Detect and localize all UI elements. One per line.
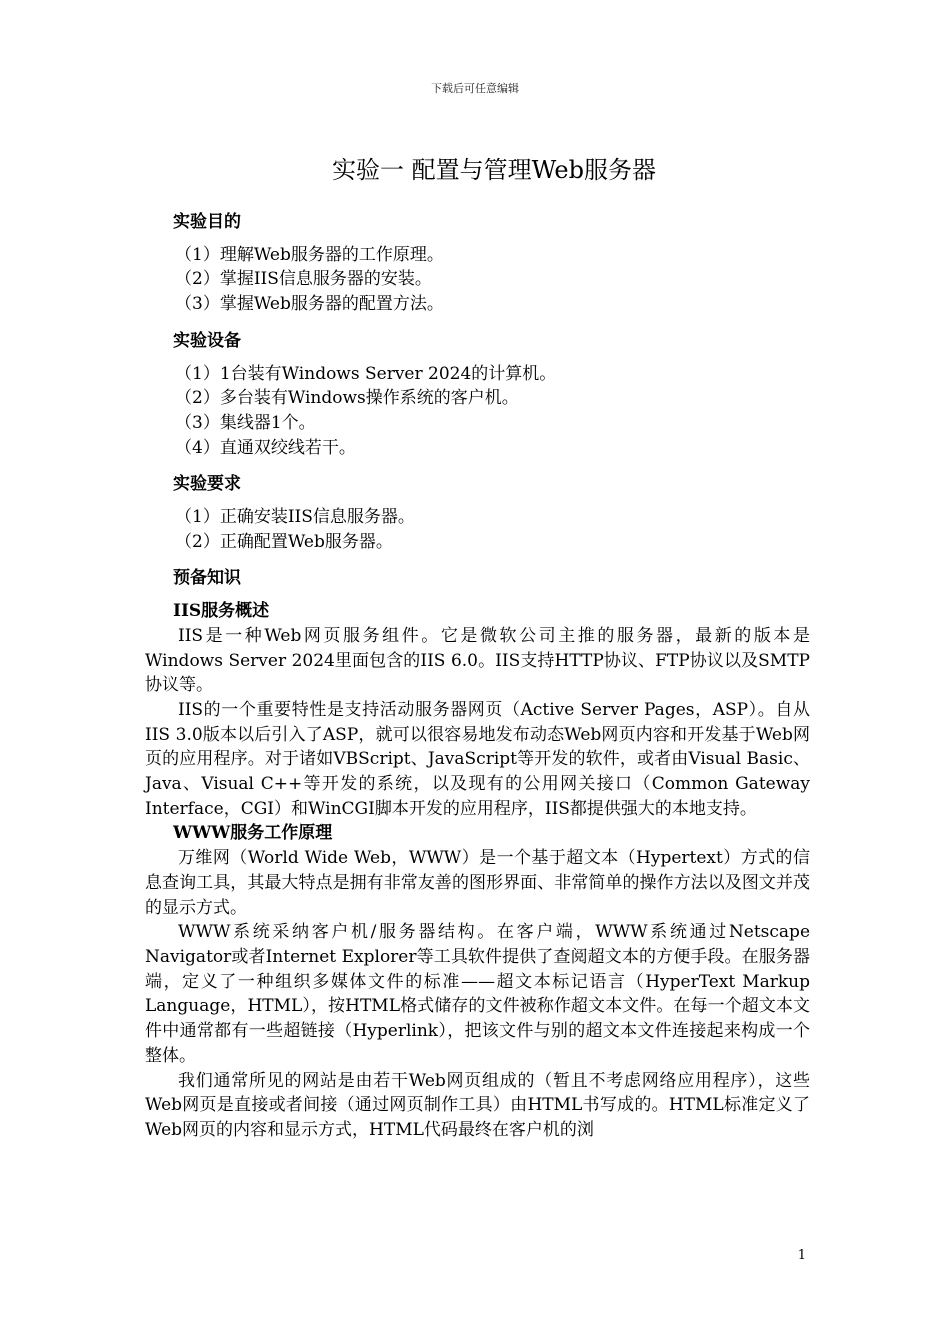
list-item: （4）直通双绞线若干。 (175, 437, 356, 458)
paragraph: 我们通常所见的网站是由若干Web网页组成的（暂且不考虑网络应用程序），这些Web网页是直接或者间接（通过网页制作工具）由HTML书写成的。HTML标准定义了Web网页的内容和显示方式，HTML代码最终在客户机的浏 (145, 1070, 810, 1140)
document-body (145, 210, 810, 1143)
section-heading-requirements: 实验要求 (173, 474, 241, 495)
list-item: （3）集线器1个。 (175, 412, 316, 433)
section-heading-purpose: 实验目的 (173, 212, 241, 232)
section-heading-knowledge: 预备知识 (173, 568, 241, 589)
section-heading-equipment: 实验设备 (173, 330, 241, 351)
list-item: （1）1台装有Windows Server 2024的计算机。 (175, 363, 557, 384)
list-item: （1）理解Web服务器的工作原理。 (175, 244, 444, 265)
purpose-list (145, 243, 810, 317)
equipment-list (145, 362, 810, 461)
requirements-list (145, 505, 810, 554)
paragraph: IIS的一个重要特性是支持活动服务器网页（Active Server Pages，ASP）。自从IIS 3.0版本以后引入了ASP，就可以很容易地发布动态Web网页内容和开发基于Web网页的应用程序。对于诸如VBScript、JavaScript等开发的软件，或者由Visual Basic、Java、Visual C++等开发的系统，以及现有的公用网关接口（Common Gateway Interface，CGI）和WinCGI脚本开发的应用程序，IIS都提供强大的本地支持。 (145, 699, 810, 819)
page-number: 1 (797, 1248, 806, 1263)
spacer (145, 591, 810, 599)
subsection-heading-iis: IIS服务概述 (173, 601, 270, 622)
list-item: （2）正确配置Web服务器。 (175, 531, 393, 552)
paragraph: IIS是一种Web网页服务组件。它是微软公司主推的服务器，最新的版本是Windows Server 2024里面包含的IIS 6.0。IIS支持HTTP协议、FTP协议以及SMTP协议等。 (145, 625, 810, 696)
list-item: （1）正确安装IIS信息服务器。 (175, 507, 415, 528)
paragraph: WWW系统采纳客户机/服务器结构。在客户端，WWW系统通过Netscape Navigator或者Internet Explorer等工具软件提供了查阅超文本的方便手段。在服务器端，定义了一种组织多媒体文件的标准——超文本标记语言（HyperText Markup Language，HTML），按HTML格式储存的文件被称作超文本文件。在每一个超文本文件中通常都有一些超链接（Hyperlink），把该文件与别的超文本文件连接起来构成一个整体。 (145, 922, 810, 1066)
paragraph: 万维网（World Wide Web，WWW）是一个基于超文本（Hypertext）方式的信息查询工具，其最大特点是拥有非常友善的图形界面、非常简单的操作方法以及图文并茂的显示方式。 (145, 848, 810, 918)
header-note: 下载后可任意编辑 (431, 82, 519, 95)
subsection-heading-www: WWW服务工作原理 (173, 823, 333, 844)
list-item: （3）掌握Web服务器的配置方法。 (175, 294, 444, 315)
document-title: 实验一 配置与管理Web服务器 (332, 156, 656, 184)
list-item: （2）掌握IIS信息服务器的安装。 (175, 269, 432, 290)
list-item: （2）多台装有Windows操作系统的客户机。 (175, 388, 519, 409)
